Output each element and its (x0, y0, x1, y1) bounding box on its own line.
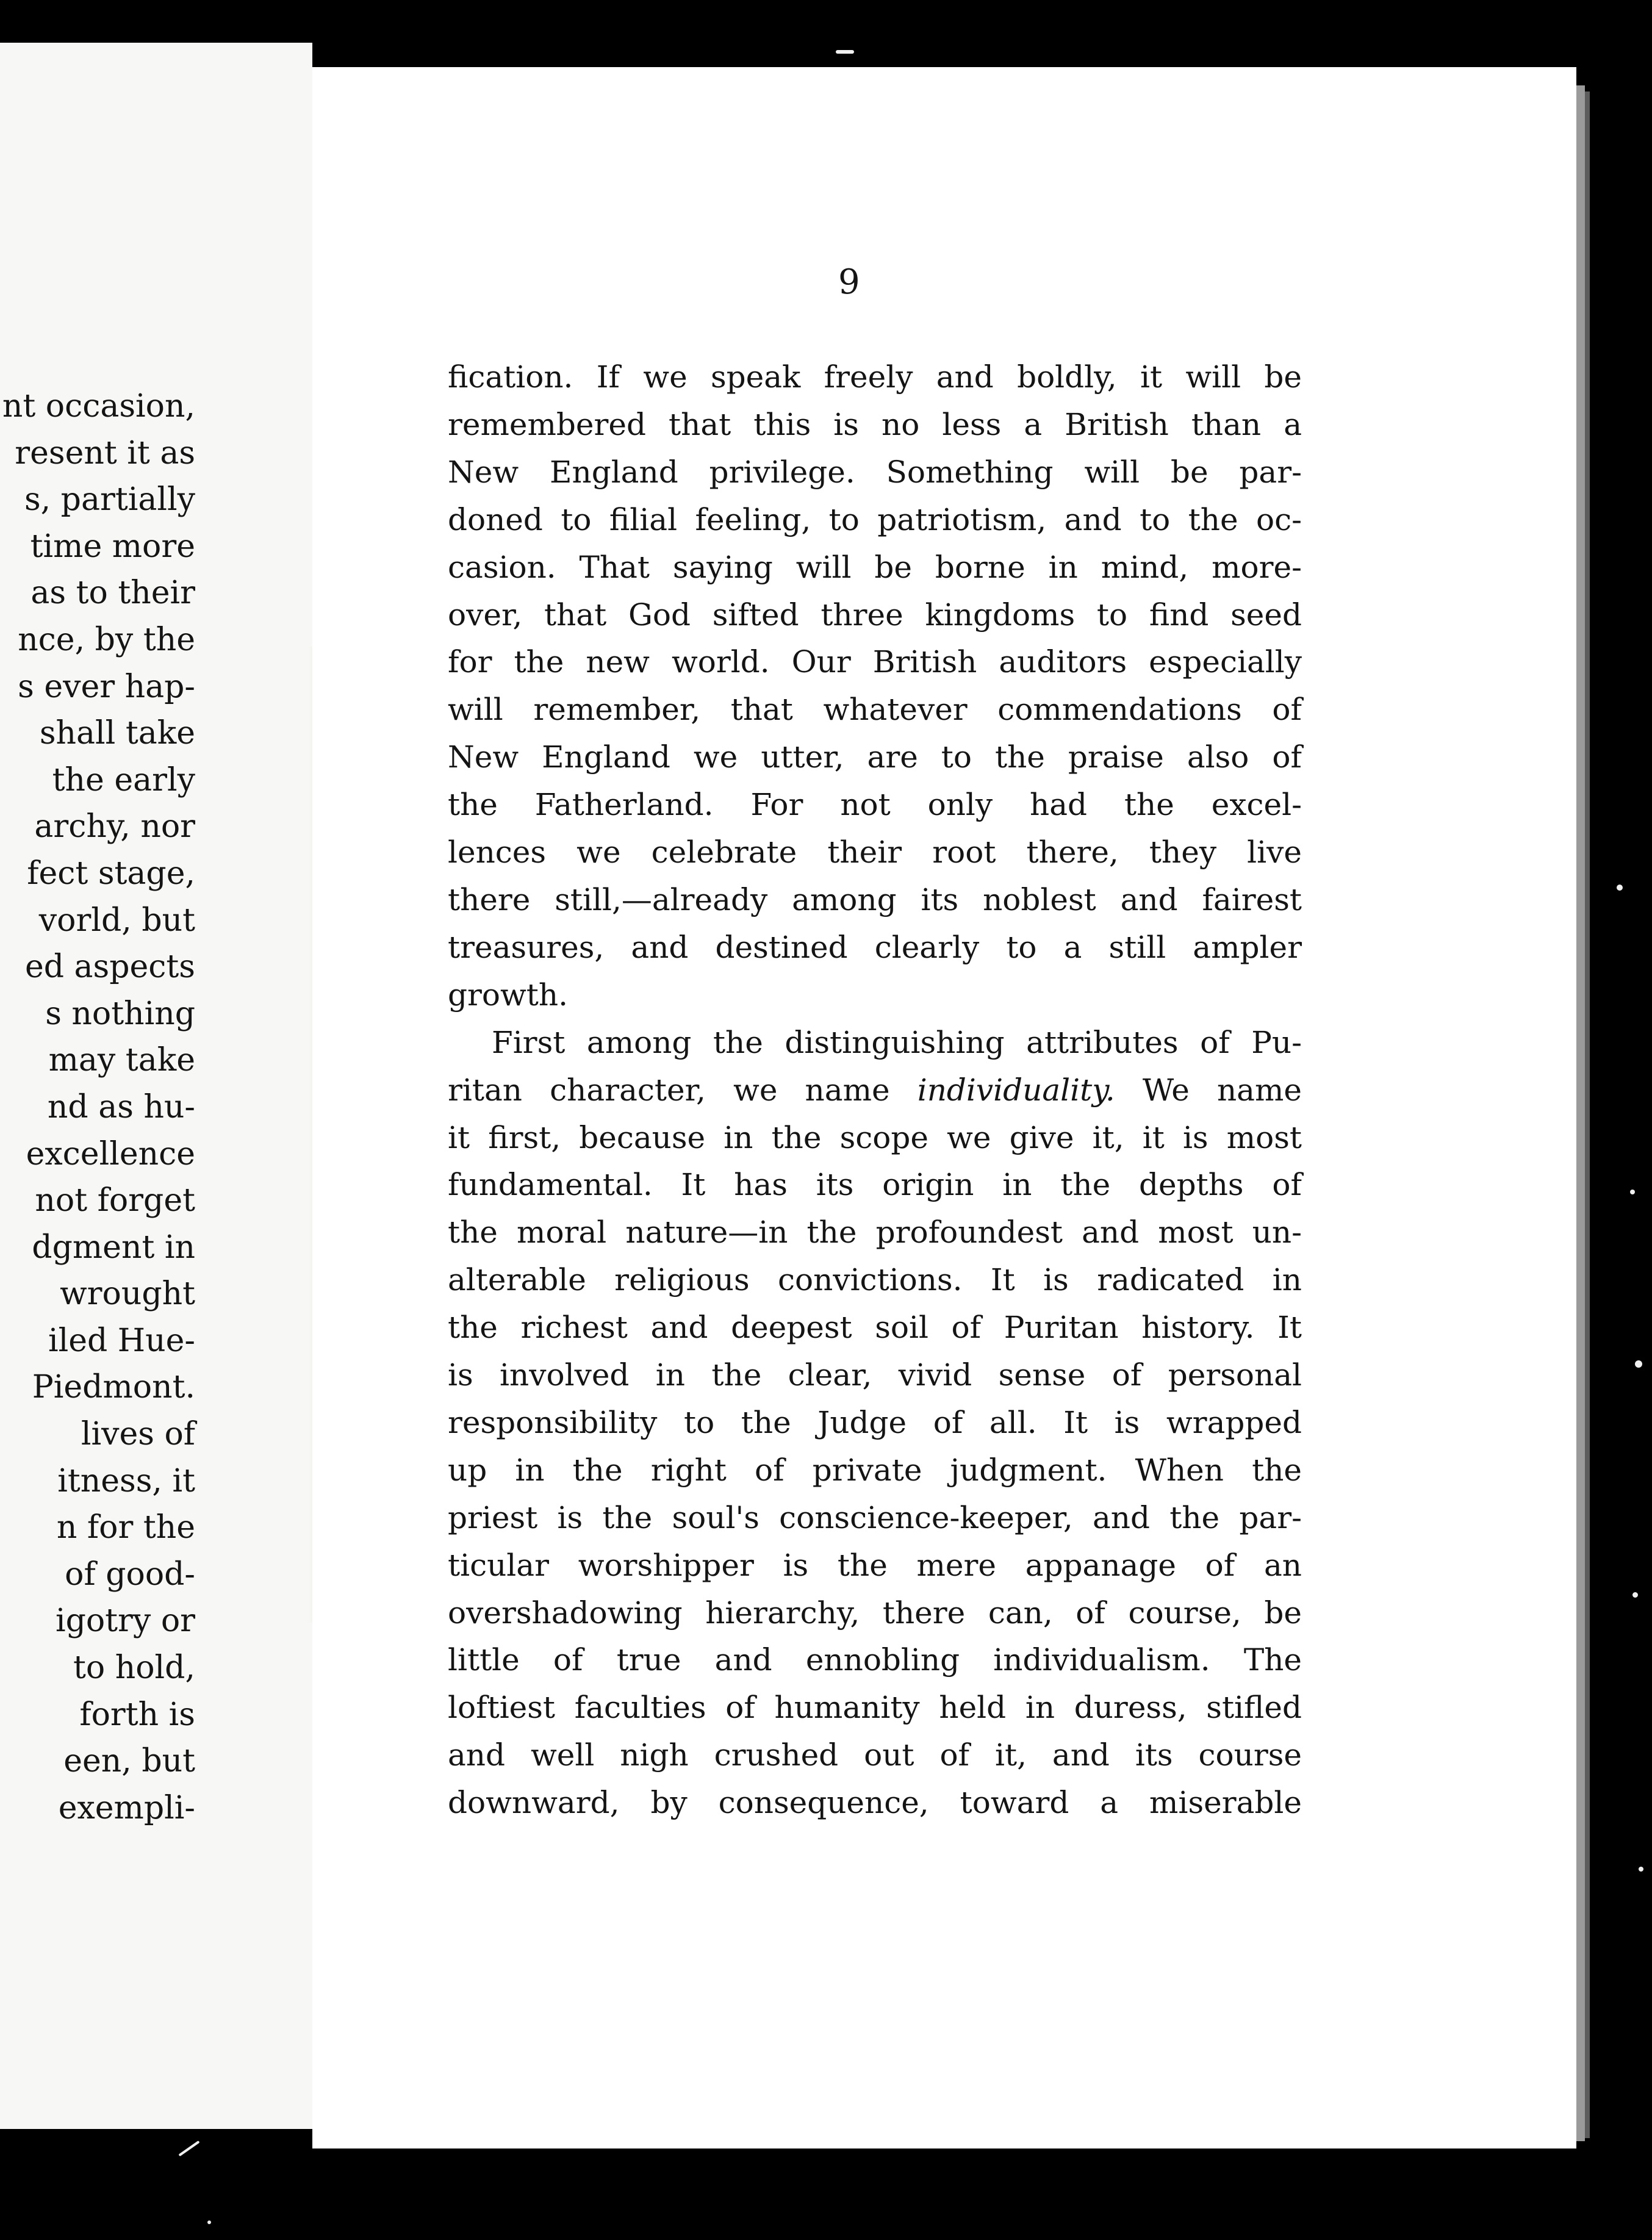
text-line: ticular worshipper is the mere appanage of an (448, 1547, 1302, 1583)
text-line: downward, by consequence, toward a miserable (448, 1785, 1302, 1821)
text-line: will remember, that whatever commendations of (448, 692, 1302, 728)
text-line: loftiest faculties of humanity held in duress, stifled (448, 1690, 1302, 1726)
text-line: dgment in (32, 1229, 195, 1266)
page-edge-shadow (1585, 92, 1590, 2138)
text-line: the moral nature—in the profoundest and most un- (448, 1215, 1302, 1251)
left-page (0, 43, 312, 2129)
text-line: fication. If we speak freely and boldly, it will be (448, 359, 1302, 395)
text-line: casion. That saying will be borne in mind, more- (448, 549, 1302, 585)
text-line: of good- (65, 1556, 195, 1593)
text-line: may take (48, 1042, 195, 1079)
dust-speck (836, 50, 854, 54)
dust-speck (207, 2220, 211, 2224)
body-text (448, 354, 1302, 1827)
text-line: n for the (56, 1509, 195, 1546)
text-line: s nothing (45, 995, 195, 1032)
text-run: ritan character, we name (448, 1072, 918, 1108)
text-line: remembered that this is no less a British than a (448, 406, 1302, 442)
text-line: excellence (26, 1135, 195, 1172)
text-line: s, partially (24, 481, 195, 519)
text-run: We name (1115, 1072, 1302, 1108)
text-line: is involved in the clear, vivid sense of personal (448, 1357, 1302, 1393)
dust-speck (1639, 1867, 1643, 1872)
text-line: First among the distinguishing attributes of Pu- (492, 1024, 1302, 1060)
text-line: there still,—already among its noblest and fairest (448, 881, 1302, 917)
text-line: overshadowing hierarchy, there can, of course, be (448, 1595, 1302, 1631)
text-line: the Fatherland. For not only had the excel- (448, 787, 1302, 823)
dust-speck (178, 2141, 199, 2156)
text-line-with-emphasis (448, 1067, 1302, 1115)
text-line: s ever hap- (18, 668, 195, 705)
text-line: vorld, but (38, 902, 195, 939)
text-line: it first, because in the scope we give it, it is most (448, 1119, 1302, 1155)
text-line: alterable religious convictions. It is radicated in (448, 1262, 1302, 1298)
page-number: 9 (838, 262, 860, 302)
dust-speck (1617, 885, 1623, 891)
text-line: archy, nor (34, 808, 195, 845)
text-line: not forget (35, 1182, 195, 1219)
text-line: ed aspects (24, 949, 195, 986)
text-line: the early (52, 761, 195, 799)
text-line: lences we celebrate their root there, they live (448, 835, 1302, 871)
text-line: and well nigh crushed out of it, and its course (448, 1737, 1302, 1773)
text-line: een, but (63, 1743, 195, 1780)
text-line: exempli- (58, 1789, 195, 1826)
text-line: nce, by the (18, 621, 195, 658)
emphasized-term: individuality. (917, 1072, 1115, 1108)
text-line: priest is the soul's conscience-keeper, and the par- (448, 1499, 1302, 1535)
text-line: to hold, (73, 1649, 195, 1687)
text-line: time more (30, 528, 195, 565)
page-edge (1576, 85, 1585, 2141)
text-line: lives of (81, 1416, 195, 1453)
text-line: resent it as (15, 434, 195, 472)
text-line: treasures, and destined clearly to a still ampler (448, 929, 1302, 965)
text-line: fundamental. It has its origin in the depths of (448, 1167, 1302, 1203)
text-line: the richest and deepest soil of Puritan history. It (448, 1310, 1302, 1346)
text-line: nt occasion, (2, 388, 195, 425)
dust-speck (1635, 1360, 1642, 1368)
dust-speck (1632, 1592, 1638, 1598)
left-page-text (2, 383, 195, 1831)
text-line: responsibility to the Judge of all. It is wrapped (448, 1404, 1302, 1440)
text-line: forth is (79, 1696, 195, 1733)
text-line: nd as hu- (47, 1088, 195, 1125)
text-line: fect stage, (27, 855, 195, 892)
text-line: New England privilege. Something will be par- (448, 454, 1302, 490)
text-line: growth. (448, 977, 568, 1013)
text-line: little of true and ennobling individualism. The (448, 1642, 1302, 1678)
text-line: up in the right of private judgment. When the (448, 1452, 1302, 1488)
text-line: over, that God sifted three kingdoms to find seed (448, 597, 1302, 633)
text-line: igotry or (55, 1603, 195, 1640)
text-line: doned to filial feeling, to patriotism, and to the oc- (448, 501, 1302, 537)
text-line: for the new world. Our British auditors especially (448, 644, 1302, 680)
dust-speck (1630, 1190, 1635, 1194)
text-line: itness, it (57, 1462, 195, 1499)
text-line: as to their (31, 575, 195, 612)
text-line: Piedmont. (32, 1369, 195, 1406)
text-line: iled Hue- (48, 1322, 195, 1359)
text-line: shall take (39, 715, 195, 752)
text-line: New England we utter, are to the praise also of (448, 739, 1302, 775)
text-line: wrought (60, 1276, 195, 1313)
